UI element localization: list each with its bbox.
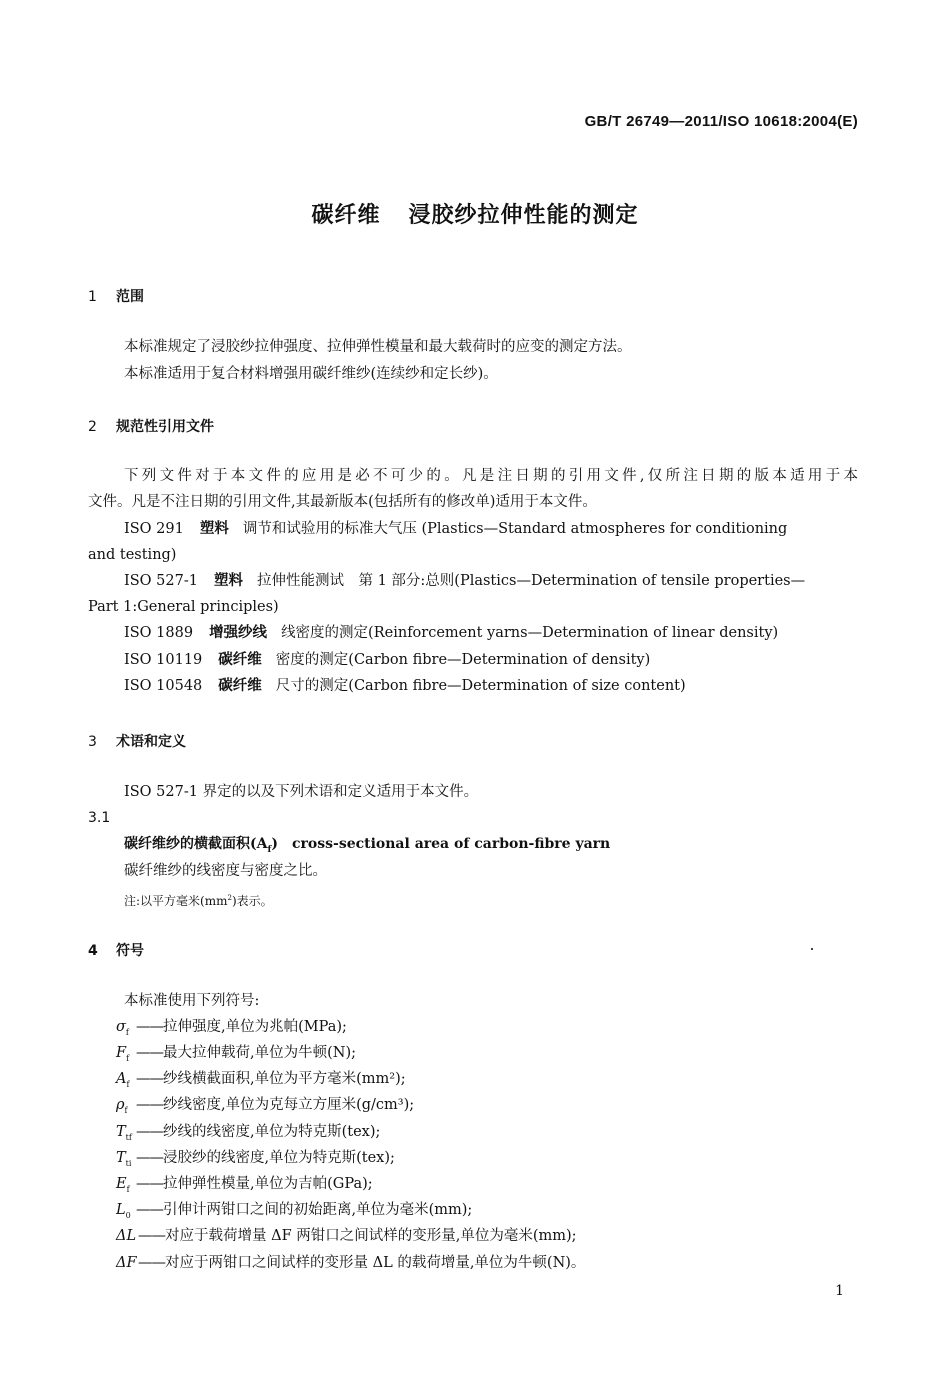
symbol-description: 纱线密度,单位为克每立方厘米(g/cm³); (163, 1097, 415, 1113)
section-2-heading (88, 416, 214, 436)
symbol: $\rho_f$ (116, 1097, 128, 1115)
term-definition: 碳纤维纱的线密度与密度之比。 (124, 863, 327, 879)
symbol-dash: —— (136, 1019, 163, 1035)
standard-code-header: GB/T 26749—2011/ISO 10618:2004(E) (584, 113, 858, 130)
symbol-row (116, 1018, 347, 1042)
section-title: 术语和定义 (116, 734, 186, 750)
symbol: $F_f$ (116, 1045, 130, 1063)
symbol-description: 浸胶纱的线密度,单位为特克斯(tex); (163, 1150, 395, 1166)
note-suffix: )表示。 (231, 894, 273, 908)
normative-intro-line-1: 下列文件对于本文件的应用是必不可少的。凡是注日期的引用文件,仅所注日期的版本适用于本 (124, 468, 858, 484)
term-name-close: ) (271, 836, 278, 852)
reference-iso-291 (124, 520, 858, 538)
note-prefix: 注:以平方毫米(mm (124, 894, 228, 908)
reference-iso-527-1-cont: Part 1:General principles) (88, 599, 279, 615)
symbol: $L_0$ (116, 1202, 131, 1220)
reference-subject: 塑料 (213, 572, 243, 589)
term-heading (124, 835, 610, 859)
term-name-subscript: f (267, 844, 272, 855)
reference-code: ISO 1889 (124, 625, 194, 641)
symbol-row (116, 1096, 414, 1120)
title-part-2: 浸胶纱拉伸性能的测定 (408, 203, 639, 228)
term-name-cn: 碳纤维纱的横截面积(A (124, 836, 268, 852)
symbol: $\sigma_f$ (116, 1019, 129, 1037)
symbol-description: 对应于两钳口之间试样的变形量 ΔL 的载荷增量,单位为牛顿(N)。 (165, 1255, 586, 1271)
symbol-row (116, 1254, 585, 1278)
section-4-heading (88, 940, 144, 960)
symbol-dash: —— (136, 1097, 163, 1113)
section-number: 4 (88, 943, 98, 959)
document-title (0, 198, 950, 229)
section-number: 2 (88, 419, 97, 435)
reference-iso-10548 (124, 677, 686, 695)
reference-title: 调节和试验用的标准大气压 (Plastics—Standard atmospheres for conditioning (242, 521, 788, 537)
term-number: 3.1 (88, 810, 111, 826)
symbol-dash: —— (138, 1255, 165, 1271)
scope-paragraph-2: 本标准适用于复合材料增强用碳纤维纱(连续纱和定长纱)。 (124, 366, 498, 382)
scope-paragraph-1: 本标准规定了浸胶纱拉伸强度、拉伸弹性模量和最大载荷时的应变的测定方法。 (124, 339, 632, 355)
page-number: 1 (835, 1283, 844, 1299)
reference-title: 线密度的测定(Reinforcement yarns—Determination of linear density) (281, 625, 779, 641)
title-part-1: 碳纤维 (311, 203, 381, 228)
reference-iso-527-1 (124, 572, 858, 590)
section-number: 3 (88, 734, 97, 750)
term-name-en: cross-sectional area of carbon-fibre yarn (292, 836, 611, 852)
symbol: ΔF (116, 1255, 137, 1271)
symbol-row (116, 1123, 380, 1147)
section-title: 范围 (116, 289, 144, 305)
symbol-dash: —— (136, 1124, 163, 1140)
symbol: $T_{tf}$ (116, 1124, 132, 1142)
section-title: 符号 (116, 943, 144, 959)
reference-code: ISO 10548 (124, 678, 203, 694)
symbols-intro: 本标准使用下列符号: (124, 993, 260, 1009)
symbol-dash: —— (136, 1202, 163, 1218)
symbol-description: 纱线横截面积,单位为平方毫米(mm²); (163, 1071, 406, 1087)
reference-title: 密度的测定(Carbon fibre—Determination of density) (275, 652, 651, 668)
reference-title: 拉伸性能测试 第 1 部分:总则(Plastics—Determination of tensile properties— (256, 573, 806, 589)
symbol-row (116, 1044, 356, 1068)
symbol-description: 拉伸弹性模量,单位为吉帕(GPa); (163, 1176, 373, 1192)
symbol-description: 拉伸强度,单位为兆帕(MPa); (163, 1019, 347, 1035)
note-superscript: 2 (227, 894, 232, 902)
symbol-row (116, 1201, 472, 1225)
reference-subject: 碳纤维 (218, 651, 262, 668)
symbol-row (116, 1175, 373, 1199)
symbol: $E_f$ (116, 1176, 130, 1194)
section-number: 1 (88, 289, 97, 305)
section-3-heading (88, 731, 186, 751)
symbol-description: 最大拉伸载荷,单位为牛顿(N); (163, 1045, 356, 1061)
reference-iso-10119 (124, 651, 650, 669)
symbol: $T_{ti}$ (116, 1150, 132, 1168)
symbol-description: 纱线的线密度,单位为特克斯(tex); (163, 1124, 381, 1140)
reference-title: 尺寸的测定(Carbon fibre—Determination of size content) (275, 678, 686, 694)
symbol-row (116, 1227, 577, 1251)
symbol: $A_f$ (116, 1071, 130, 1089)
section-1-heading (88, 286, 144, 306)
symbol-dash: —— (136, 1150, 163, 1166)
reference-subject: 塑料 (199, 520, 229, 537)
reference-subject: 碳纤维 (218, 677, 262, 694)
reference-code: ISO 291 (124, 521, 184, 537)
symbol-dash: —— (138, 1228, 165, 1244)
symbol-dash: —— (136, 1045, 163, 1061)
symbol-row (116, 1070, 406, 1094)
symbol: ΔL (116, 1228, 137, 1244)
symbol-description: 引伸计两钳口之间的初始距离,单位为毫米(mm); (163, 1202, 473, 1218)
reference-iso-1889 (124, 624, 778, 642)
normative-intro-line-2: 文件。凡是不注日期的引用文件,其最新版本(包括所有的修改单)适用于本文件。 (88, 494, 597, 510)
scan-speck (811, 948, 813, 950)
reference-subject: 增强纱线 (209, 624, 268, 641)
symbol-description: 对应于载荷增量 ΔF 两钳口之间试样的变形量,单位为毫米(mm); (165, 1228, 577, 1244)
reference-code: ISO 527-1 (124, 573, 198, 589)
term-note (124, 889, 273, 910)
reference-code: ISO 10119 (124, 652, 203, 668)
section-title: 规范性引用文件 (116, 419, 214, 435)
terms-intro: ISO 527-1 界定的以及下列术语和定义适用于本文件。 (124, 784, 479, 800)
symbol-dash: —— (136, 1176, 163, 1192)
symbol-row (116, 1149, 395, 1173)
symbol-dash: —— (136, 1071, 163, 1087)
reference-iso-291-cont: and testing) (88, 547, 177, 563)
